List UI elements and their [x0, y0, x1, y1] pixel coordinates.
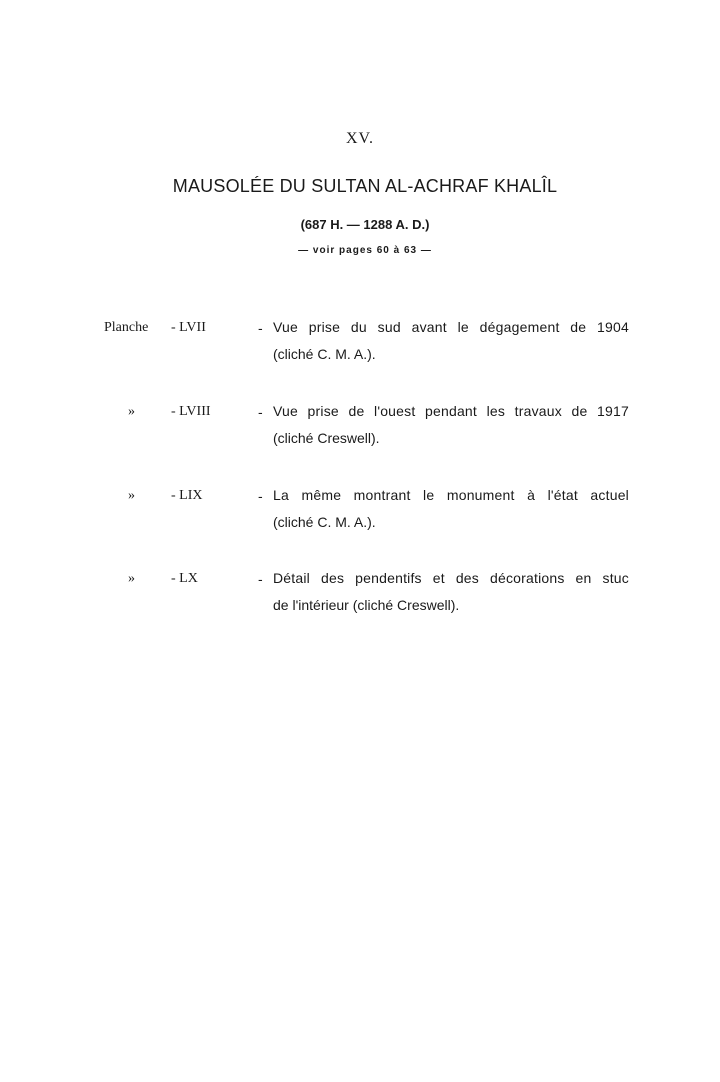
ditto-mark: »	[128, 488, 135, 503]
plate-credit-line: (cliché C. M. A.).	[273, 514, 376, 530]
plate-entry	[0, 488, 720, 548]
ditto-mark: »	[128, 571, 135, 586]
plate-entry	[0, 571, 720, 631]
ditto-mark: »	[128, 404, 135, 419]
plate-description-line: La même montrant le monument à l'état actuel	[273, 487, 629, 503]
plate-credit-line: (cliché Creswell).	[273, 430, 380, 446]
plate-description-line: Détail des pendentifs et des décorations en stuc	[273, 570, 629, 586]
plate-label: Planche	[104, 320, 149, 335]
plate-number: - LX	[171, 571, 198, 586]
plate-description	[273, 565, 629, 619]
plate-entry	[0, 404, 720, 464]
plate-description	[273, 314, 629, 368]
plate-entry	[0, 320, 720, 380]
plate-number: - LIX	[171, 488, 203, 503]
plate-dash: -	[258, 404, 263, 420]
chapter-dates: (687 H. — 1288 A. D.)	[300, 217, 430, 232]
plate-description	[273, 398, 629, 452]
plate-number: - LVIII	[171, 404, 211, 419]
plate-number: - LVII	[171, 320, 206, 335]
plate-description-line: Vue prise du sud avant le dégagement de 1904	[273, 319, 629, 335]
plate-dash: -	[258, 571, 263, 587]
plate-dash: -	[258, 320, 263, 336]
plate-description	[273, 482, 629, 536]
plate-credit-line: de l'intérieur (cliché Creswell).	[273, 597, 460, 613]
chapter-number: XV.	[345, 130, 375, 147]
plate-description-line: Vue prise de l'ouest pendant les travaux de 1917	[273, 403, 629, 419]
chapter-title: MAUSOLÉE DU SULTAN AL-ACHRAF KHALÎL	[172, 176, 558, 196]
plate-dash: -	[258, 488, 263, 504]
plate-credit-line: (cliché C. M. A.).	[273, 346, 376, 362]
pages-reference: — voir pages 60 à 63 —	[298, 245, 432, 256]
